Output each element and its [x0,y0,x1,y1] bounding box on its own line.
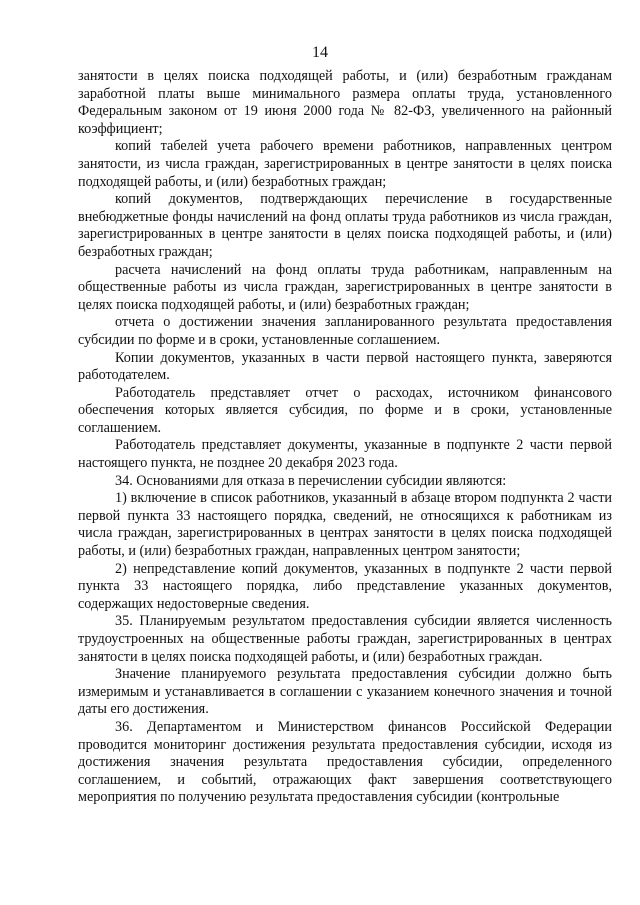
paragraph: Значение планируемого результата предоставления субсидии должно быть измеримым и устанавливается в соглашении с указанием конечного значения и точной даты его достижения. [78,666,612,718]
paragraph: 35. Планируемым результатом предоставления субсидии является численность трудоустроенных на общественные работы граждан, зарегистрированных в центрах занятости в целях поиска подходящей работы, и (или) безработных граждан. [78,613,612,665]
paragraph: Работодатель представляет документы, указанные в подпункте 2 части первой настоящего пункта, не позднее 20 декабря 2023 года. [78,437,612,472]
paragraph: 1) включение в список работников, указанный в абзаце втором подпункта 2 части первой пункта 33 настоящего порядка, сведений, не относящихся к работникам из числа граждан, зарегистрированных в центрах занятости в целях поиска подходящей работы, и (или) безработных граждан, направленных центром занятости; [78,490,612,560]
paragraph: Работодатель представляет отчет о расходах, источником финансового обеспечения которых является субсидия, по форме и в сроки, установленные соглашением. [78,384,612,436]
paragraph: занятости в целях поиска подходящей работы, и (или) безработным гражданам заработной платы выше минимального размера оплаты труда, установленного Федеральным законом от 19 июня 2000 года № 82-ФЗ, увеличенного на районный коэффициент; [78,68,612,137]
paragraph: 2) непредставление копий документов, указанных в подпункте 2 части первой пункта 33 настоящего порядка, либо представление указанных документов, содержащих недостоверные сведения. [78,560,612,612]
paragraph: 36. Департаментом и Министерством финансов Российской Федерации проводится мониторинг достижения результата предоставления субсидии, исходя из достижения значения результата предоставления субсидии, определенного соглашением, и событий, отражающих факт завершения соответствующего мероприятия по получению результата предоставления субсидии (контрольные [78,718,612,806]
paragraph: копий табелей учета рабочего времени работников, направленных центром занятости, из числа граждан, зарегистрированных в центре занятости в целях поиска подходящей работы, и (или) безработных граждан; [78,138,612,190]
paragraph: отчета о достижении значения запланированного результата предоставления субсидии по форме и в сроки, установленные соглашением. [78,314,612,348]
paragraph: расчета начислений на фонд оплаты труда работникам, направленным на общественные работы из числа граждан, зарегистрированных в центре занятости в целях поиска подходящей работы, и (или) безработных граждан; [78,261,612,313]
page-number: 14 [312,44,328,61]
paragraph: Копии документов, указанных в части первой настоящего пункта, заверяются работодателем. [78,349,612,384]
paragraph: 34. Основаниями для отказа в перечислении субсидии являются: [115,472,507,489]
paragraph: копий документов, подтверждающих перечисление в государственные внебюджетные фонды начислений на фонд оплаты труда работников из числа граждан, зарегистрированных в центре занятости в целях поиска подходящей работы, и (или) безработных граждан; [78,191,612,260]
document-body [78,68,612,807]
